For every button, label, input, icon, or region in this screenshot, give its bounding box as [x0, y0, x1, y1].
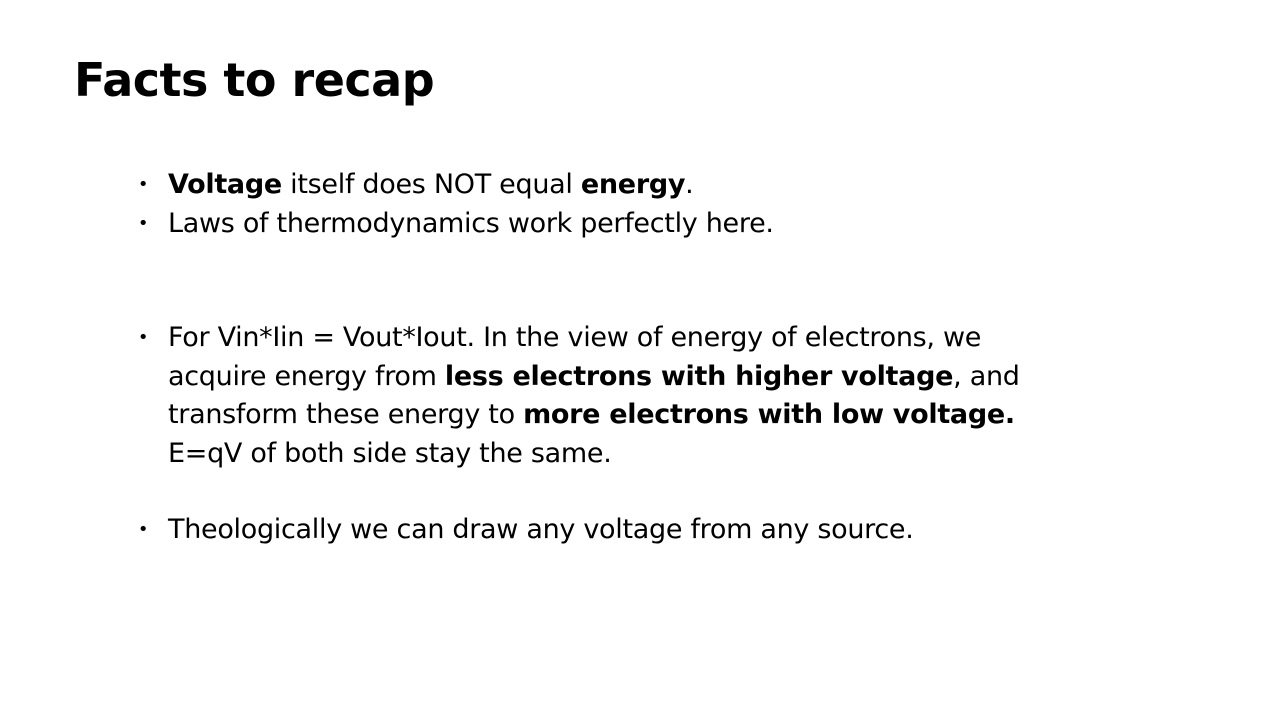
text-line	[168, 396, 1147, 435]
bullet-item	[137, 511, 1147, 550]
text-run: E=qV of both side stay the same.	[168, 437, 612, 469]
text-run: .	[685, 169, 694, 200]
text-run: , and	[953, 360, 1020, 392]
bullet-text	[168, 205, 1147, 244]
text-run: Laws of thermodynamics work perfectly here.	[168, 208, 774, 239]
text-run: acquire energy from	[168, 360, 445, 392]
text-run: itself does NOT equal	[281, 169, 581, 200]
bullet-dot: •	[137, 327, 149, 348]
bullet-item	[137, 205, 1147, 244]
bullet-dot: •	[137, 519, 149, 540]
bullet-text	[168, 319, 1147, 473]
bullet-text	[168, 511, 1147, 550]
bold-phrase: less electrons with higher voltage	[444, 360, 954, 392]
text-line	[168, 319, 1147, 358]
text-run: transform these energy to	[168, 399, 524, 430]
bullet-text	[168, 166, 1147, 205]
bold-term-energy: energy	[580, 169, 686, 200]
bullet-item	[137, 166, 1147, 205]
bullet-dot: •	[137, 174, 149, 195]
text-run: For Vin*Iin = Vout*Iout. In the view of energy of electrons, we	[168, 322, 982, 353]
text-line	[168, 435, 1147, 474]
text-run: Theologically we can draw any voltage from any source.	[168, 514, 914, 545]
slide-title: Facts to recap	[74, 53, 435, 107]
bullet-dot: •	[137, 213, 149, 234]
bullet-item	[137, 319, 1147, 473]
bold-term-voltage: Voltage	[168, 169, 282, 200]
text-line	[168, 358, 1147, 397]
bold-phrase: more electrons with low voltage.	[523, 399, 1015, 430]
